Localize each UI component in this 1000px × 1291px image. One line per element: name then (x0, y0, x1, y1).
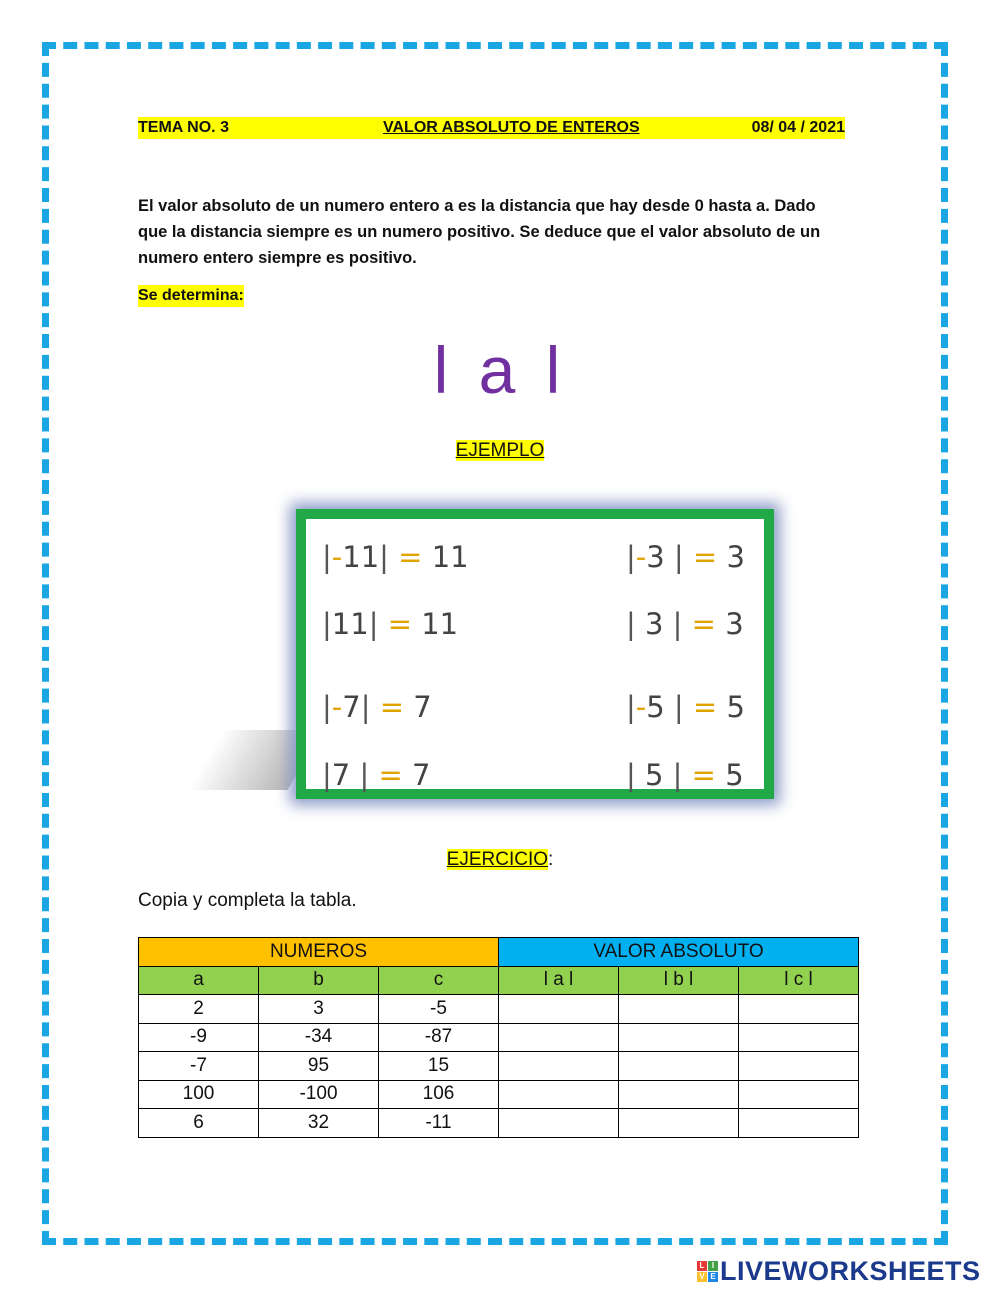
answer-cell-abs-a[interactable] (499, 1052, 619, 1081)
instruction-text: Copia y completa la tabla. (138, 890, 357, 911)
numeros-header: NUMEROS (139, 938, 499, 967)
answer-cell-abs-b[interactable] (619, 1052, 739, 1081)
cell-c: -5 (379, 995, 499, 1024)
example-right: |-3 | = 3 (626, 540, 745, 574)
ejemplo-heading (0, 440, 1000, 462)
cell-b: 32 (259, 1109, 379, 1138)
cell-b: 3 (259, 995, 379, 1024)
ejercicio-label: EJERCICIO (446, 849, 549, 870)
cell-a: -9 (139, 1023, 259, 1052)
cell-a: -7 (139, 1052, 259, 1081)
brand-name: LIVEWORKSHEETS (720, 1255, 981, 1286)
liveworksheets-logo-icon: L I V E (697, 1261, 718, 1282)
cell-c: -11 (379, 1109, 499, 1138)
column-header: b (259, 966, 379, 995)
cell-b: -100 (259, 1080, 379, 1109)
cell-b: 95 (259, 1052, 379, 1081)
topic-number: TEMA NO. 3 (138, 119, 229, 136)
cell-c: 106 (379, 1080, 499, 1109)
cell-c: 15 (379, 1052, 499, 1081)
answer-cell-abs-c[interactable] (739, 1109, 859, 1138)
column-header: a (139, 966, 259, 995)
cell-a: 100 (139, 1080, 259, 1109)
answer-cell-abs-c[interactable] (739, 1023, 859, 1052)
table-row (139, 995, 859, 1024)
answer-cell-abs-a[interactable] (499, 1023, 619, 1052)
column-header: c (379, 966, 499, 995)
example-right: |-5 | = 5 (626, 690, 745, 724)
intro-paragraph: El valor absoluto de un numero entero a es la distancia que hay desde 0 hasta a. Dado que la distancia siempre es un numero positivo. Se deduce que el valor absoluto de un numero entero siempre es positivo. (138, 197, 821, 267)
example-right: | 5 | = 5 (626, 758, 744, 792)
answer-cell-abs-c[interactable] (739, 995, 859, 1024)
se-determina-label: Se determina: (138, 285, 244, 307)
example-left: |-11| = 11 (322, 540, 469, 574)
ejercicio-heading: EJERCICIO: (446, 849, 554, 870)
example-board (296, 509, 774, 799)
ejemplo-label: EJEMPLO (455, 440, 545, 461)
answer-cell-abs-a[interactable] (499, 1080, 619, 1109)
answer-cell-abs-c[interactable] (739, 1080, 859, 1109)
topic-title: VALOR ABSOLUTO DE ENTEROS (383, 119, 640, 136)
answer-cell-abs-c[interactable] (739, 1052, 859, 1081)
answer-cell-abs-b[interactable] (619, 1080, 739, 1109)
exercise-table (138, 937, 859, 1138)
column-header: l a l (499, 966, 619, 995)
liveworksheets-brand[interactable] (697, 1256, 981, 1286)
header-bar (138, 117, 845, 139)
cell-a: 6 (139, 1109, 259, 1138)
column-header: l b l (619, 966, 739, 995)
column-header: l c l (739, 966, 859, 995)
date: 08/ 04 / 2021 (751, 119, 845, 136)
table-row (139, 1052, 859, 1081)
cell-a: 2 (139, 995, 259, 1024)
answer-cell-abs-b[interactable] (619, 995, 739, 1024)
answer-cell-abs-a[interactable] (499, 1109, 619, 1138)
answer-cell-abs-a[interactable] (499, 995, 619, 1024)
table-row (139, 1023, 859, 1052)
answer-cell-abs-b[interactable] (619, 1023, 739, 1052)
answer-cell-abs-b[interactable] (619, 1109, 739, 1138)
cell-b: -34 (259, 1023, 379, 1052)
example-right: | 3 | = 3 (626, 607, 744, 641)
example-left: |11| = 11 (322, 607, 459, 641)
example-left: |-7| = 7 (322, 690, 432, 724)
example-left: |7 | = 7 (322, 758, 431, 792)
valor-absoluto-header: VALOR ABSOLUTO (499, 938, 859, 967)
absolute-value-notation: l a l (433, 333, 567, 407)
cell-c: -87 (379, 1023, 499, 1052)
table-row (139, 1080, 859, 1109)
table-row (139, 1109, 859, 1138)
